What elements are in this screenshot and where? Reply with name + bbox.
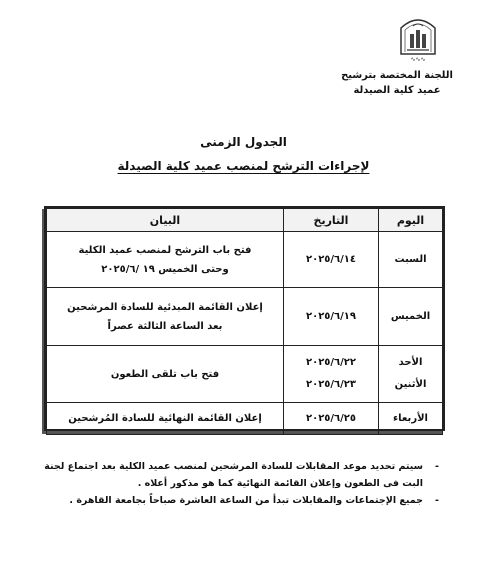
note-2: جميع الإجتماعات والمقابلات تبدأ من الساعة العاشرة صباحاً بجامعة القاهرة .	[69, 495, 423, 506]
row-statement-line-1: فتح باب الترشح لمنصب عميد الكلية	[78, 244, 252, 256]
table-row	[47, 346, 443, 403]
note-item-continuation	[39, 475, 439, 492]
university-logo	[395, 14, 441, 56]
note-1-line-2: البت فى الطعون وإعلان القائمة النهائية كما هو مذكور أعلاه .	[137, 478, 423, 489]
row-day	[379, 346, 443, 403]
row-date	[284, 403, 379, 435]
row-day-2: الأثنين	[394, 379, 427, 390]
header-date: التاريخ	[284, 209, 379, 232]
bullet-dash: -	[435, 495, 439, 506]
bullet-dash: -	[435, 461, 439, 472]
row-date-2: ٢٠٢٥/٦/٢٣	[305, 379, 357, 390]
row-day: السبت	[379, 232, 443, 288]
row-day: الأربعاء	[379, 403, 443, 435]
notes-list	[39, 458, 439, 509]
row-statement-line-1: فتح باب تلقى الطعون	[110, 368, 220, 380]
row-day-1: الأحد	[398, 357, 423, 368]
table-row	[47, 288, 443, 346]
row-statement	[47, 232, 284, 288]
schedule-table-frame	[44, 206, 445, 431]
document-subtitle-text: لإجراءات الترشح لمنصب عميد كلية الصيدلة	[117, 159, 370, 173]
row-statement-line-1: إعلان القائمة النهائية للسادة المُرشحين	[68, 413, 262, 424]
row-date-1: ٢٠٢٥/٦/٢٢	[305, 357, 357, 368]
committee-line-2: عميد كلية الصيدلة	[353, 85, 441, 96]
row-statement-line-1: إعلان القائمة المبدئية للسادة المرشحين	[67, 301, 263, 313]
row-statement	[47, 403, 284, 435]
schedule-table	[46, 208, 443, 435]
row-date-text: ٢٠٢٥/٦/٢٥	[305, 413, 357, 424]
table-header-row	[47, 209, 443, 232]
note-1-line-1: سيتم تحديد موعد المقابلات للسادة المرشحين لمنصب عميد الكلية بعد اجتماع لجنة	[44, 461, 423, 472]
row-day: الخميس	[379, 288, 443, 346]
university-logo-caption: ∿∿∿	[410, 56, 426, 63]
document-subtitle	[0, 159, 487, 173]
committee-header	[327, 68, 467, 98]
committee-line-1: اللجنة المختصة بترشيح	[341, 70, 453, 81]
note-item	[39, 492, 439, 509]
header-statement: البيان	[47, 209, 284, 232]
table-row	[47, 232, 443, 288]
note-item	[39, 458, 439, 475]
table-row	[47, 403, 443, 435]
row-statement	[47, 288, 284, 346]
row-statement	[47, 346, 284, 403]
document-title: الجدول الزمنى	[200, 135, 287, 149]
row-date	[284, 288, 379, 346]
row-date-text: ٢٠٢٥/٦/١٩	[305, 311, 357, 322]
row-date-text: ٢٠٢٥/٦/١٤	[305, 254, 357, 265]
row-date	[284, 346, 379, 403]
row-statement-line-2: وحتى الخميس ١٩ /٢٠٢٥/٦	[101, 263, 229, 275]
row-statement-line-2: بعد الساعة الثالثة عصراً	[107, 320, 223, 332]
header-day: اليوم	[379, 209, 443, 232]
row-date	[284, 232, 379, 288]
